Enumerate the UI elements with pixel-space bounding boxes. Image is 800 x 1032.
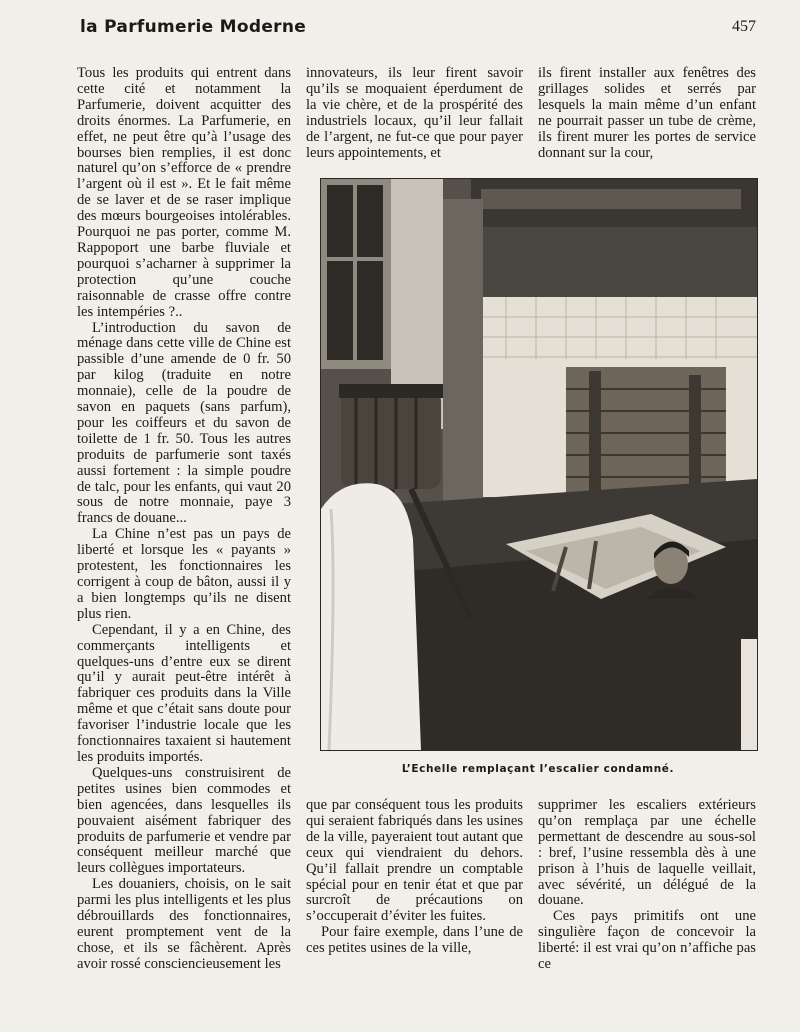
photograph (320, 178, 758, 751)
paragraph: L’introduction du savon de ménage dans cette ville de Chine est passible d’une amende de 0 fr. 50 par kilog (traduite en notre monnaie), celle de la poudre de savon en paquets (sans parfum), pour les coiffeurs et du savon de toilette de 1 fr. 50. Tous les autres produits de parfumerie sont taxés aussi fortement : la simple poudre de talc, pour les enfants, qui vaut 20 sous de notre monnaie, paye 3 francs de douane... (77, 319, 291, 527)
column-left (77, 66, 291, 973)
paragraph: ils firent installer aux fenêtres des grillages solides et serrés par lesquels la main même d’un enfant ne pourrait passer un tube de crème, ils firent murer les portes de service donnant sur la cour, (538, 65, 756, 161)
paragraph: La Chine n’est pas un pays de liberté et lorsque les « payants » protestent, les fonctionnaires les corrigent à coup de bâton, aussi il y a bien longtemps qu’ils ne disent plus rien. (77, 526, 291, 622)
photo-illustration (321, 179, 757, 750)
paragraph: Ces pays primitifs ont une singulière façon de concevoir la liberté: il est vrai qu’on n’affiche pas ce (538, 908, 756, 973)
paragraph: innovateurs, ils leur firent savoir qu’ils se moquaient éperdument de la vie chère, et de la prospérité des industriels locaux, qu’il leur fallait de l’argent, ne fut-ce que pour payer leurs appointements, et (306, 65, 523, 161)
paragraph: Pour faire exemple, dans l’une de ces petites usines de la ville, (306, 924, 523, 957)
paragraph: Tous les produits qui entrent dans cette cité et notamment la Parfumerie, doivent acquitter des droits énormes. La Parfumerie, en effet, ne peut être qu’à l’usage des bourses bien remplies, il est donc naturel qu’on s’efforce de « prendre l’argent où il est ». Et le fait même de se laver et de se raser implique des mœurs bourgeoises intolérables. Pourquoi ne pas porter, comme M. Rappoport une barbe fluviale et pourquoi s’acharner à supprimer la protection qu’une couche raisonnable de crasse offre contre les intempéries ?.. (77, 65, 291, 320)
paragraph: Quelques-uns construisirent de petites usines bien commodes et bien agencées, dans lesquelles ils pouvaient aisément fabriquer des produits de parfumerie et vendre par conséquent meilleur marché que leurs collègues importateurs. (77, 764, 291, 877)
running-header: la Parfumerie Moderne (80, 17, 307, 37)
paragraph: Les douaniers, choisis, on le sait parmi les plus intelligents et les plus débrouillards des fonctionnaires, eurent promptement vent de la chose, et ils se fâchèrent. Après avoir rossé consciencieusement les (77, 876, 291, 972)
paragraph: que par conséquent tous les produits qui seraient fabriqués dans les usines de la ville, payeraient tout autant que ceux qui viendraient du dehors. Qu’il fallait prendre un comptable spécial pour en tenir état et que par surcroît de précautions on s’occuperait d’éviter les fuites. (306, 797, 523, 925)
paragraph: Cependant, il y a en Chine, des commerçants intelligents et quelques-uns d’entre eux se dirent qu’il y aurait peut-être intérêt à fabriquer ces produits dans la Ville même et que c’était sans doute pour favoriser l’industrie locale que les fonctionnaires taxaient si hautement les produits importés. (77, 621, 291, 765)
column-right-bottom (538, 798, 756, 973)
column-right-top (538, 66, 756, 161)
paragraph: supprimer les escaliers extérieurs qu’on remplaça par une échelle permettant de descendre au sous-sol : bref, l’usine ressembla dès à une prison à l’huis de laquelle veillait, avec sévérité, un délégué de la douane. (538, 797, 756, 909)
column-middle-bottom (306, 798, 523, 957)
column-middle-top (306, 66, 523, 161)
photo-caption: L’Echelle remplaçant l’escalier condamné. (401, 763, 675, 775)
page-number: 457 (732, 18, 756, 35)
